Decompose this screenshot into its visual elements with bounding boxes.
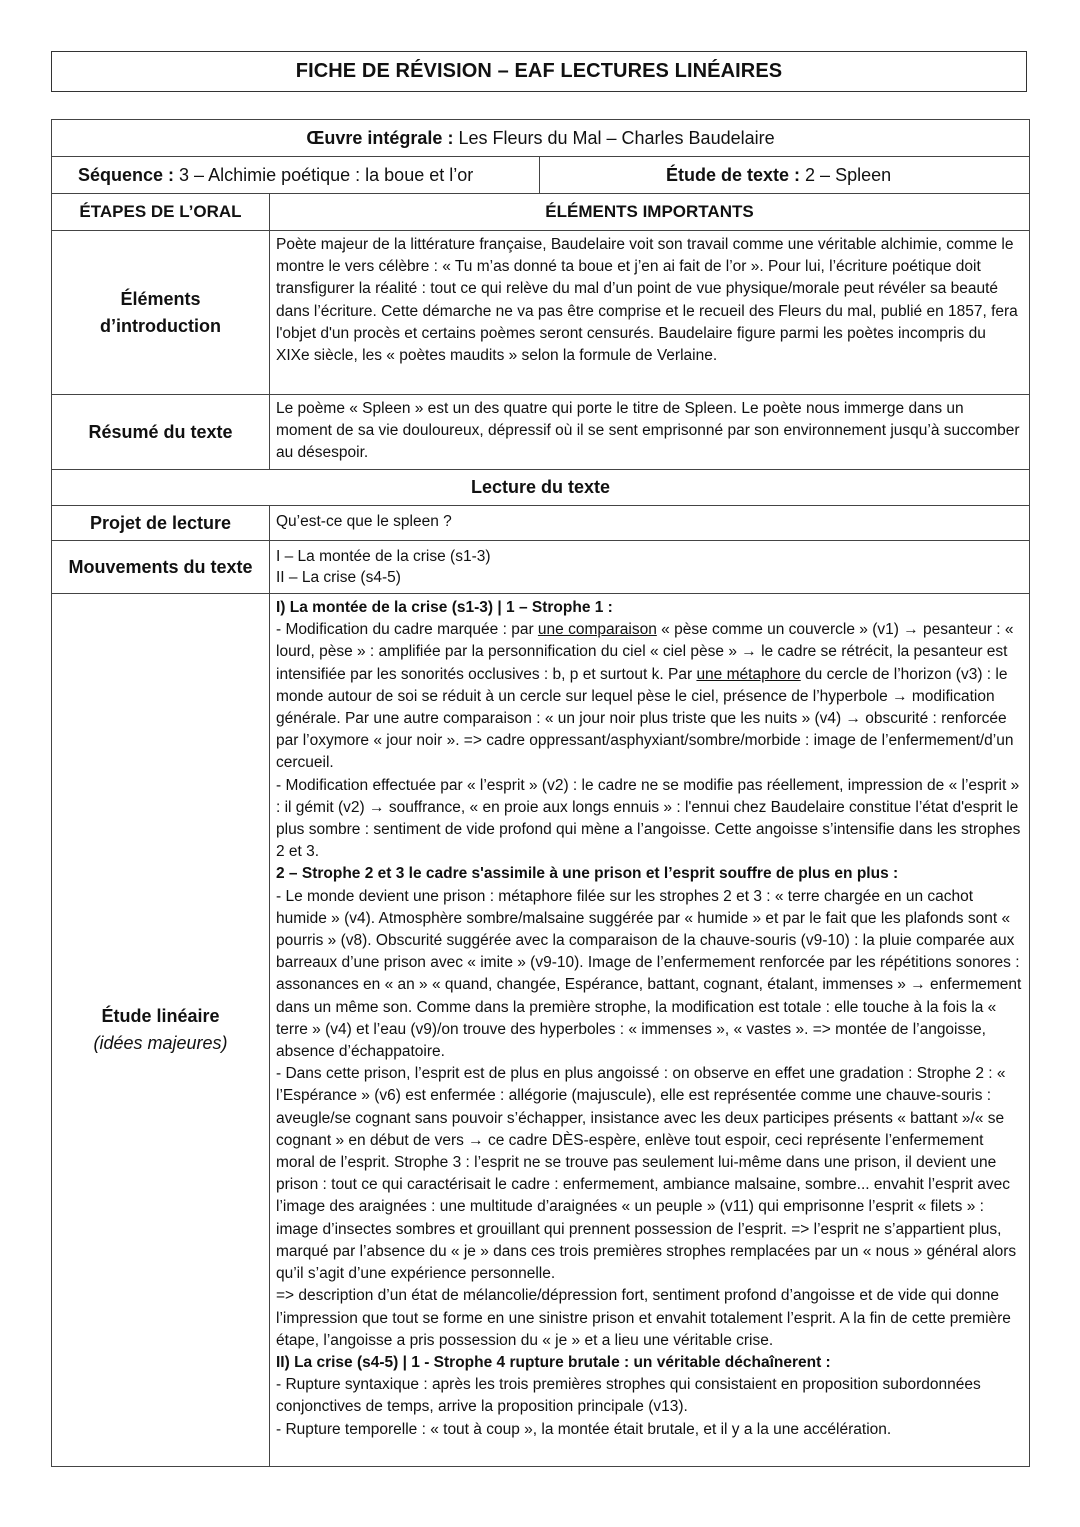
etude-paragraph-3: - Le monde devient une prison : métaphore filée sur les strophes 2 et 3 : « terre chargée en un cachot humide » (v4). Atmosphère sombre/malsaine suggérée par « humide » et par le fait que les plafonds sont « pourris » (v8). Obscurité suggérée avec la comparaison de la chauve-souris (v9-10) : la pluie comparée aux barreaux d’une prison avec « imite » (v9-10). Image de l’enfermement renforcée par les répétitions sonores : assonances en « an » « quand, changée, Espérance, battant, cognant, étalant, immenses » → enfermement dans un même son. Comme dans la première strophe, la modification est totale : elle touche à la fois la « terre » (v4) et l’eau (v9)/on trouve des hyperboles : « immenses », « vastes ». => montée de l’angoisse, absence d’échappatoire. bbox=[276, 887, 1022, 1061]
introduction-row bbox=[52, 231, 1030, 395]
etude-texte-cell bbox=[540, 157, 1030, 194]
etude-paragraph-1: - Modification du cadre marquée : par une comparaison « pèse comme un couvercle » (v1) → pesanteur : « lourd, pèse » : amplifiée par la personnification du ciel « ciel pèse » → le cadre se rétrécit, la pesanteur est intensifiée par les sonorités occlusives : b, p et surtout k. Par une métaphore du cercle de l’horizon (v3) : le monde autour de soi se réduit à un cercle sur lequel pèse le ciel, présence de l’hyperbole → modification générale. Par une autre comparaison : « un jour noir plus triste que les nuits » (v4) → obscurité : renforcée par l’oxymore « jour noir ». => cadre oppressant/asphyxiant/sombre/morbide : image de l’enfermement/d’un cercueil. bbox=[276, 621, 1014, 772]
mouvement-item: I – La montée de la crise (s1-3) bbox=[276, 547, 491, 565]
projet-row bbox=[52, 506, 1030, 541]
etude-heading-3: II) La crise (s4-5) | 1 - Strophe 4 rupture brutale : un véritable déchaînerent : bbox=[276, 1353, 831, 1371]
lecture-title: Lecture du texte bbox=[52, 470, 1030, 506]
etude-paragraph-5: => description d’un état de mélancolie/dépression fort, sentiment profond d’angoisse et de vide qui donne l’impression que tout se forme en une sinistre prison et envahit totalement l’esprit. A la fin de cette première étape, l’angoisse a pris possession du « je » et a lieu une véritable crise. bbox=[276, 1287, 1011, 1349]
etude-paragraph-2: - Modification effectuée par « l’esprit » (v2) : le cadre ne se modifie pas réellement, impression de « l’esprit » : il gémit (v2) → souffrance, « en proie aux longs ennuis » : l'ennui chez Baudelaire constitue l’état d'esprit le plus sombre : sentiment de vide profond qui mène a l’angoisse. Cette angoisse s’intensifie dans les strophes 2 et 3. bbox=[276, 776, 1021, 861]
header-right: ÉLÉMENTS IMPORTANTS bbox=[270, 194, 1030, 231]
etude-texte-label: Étude de texte : bbox=[666, 164, 801, 185]
etude-heading-2: 2 – Strophe 2 et 3 le cadre s'assimile à une prison et l’esprit souffre de plus en plus : bbox=[276, 865, 899, 883]
page-title: FICHE DE RÉVISION – EAF LECTURES LINÉAIRES bbox=[51, 51, 1027, 92]
sequence-label: Séquence : bbox=[78, 164, 175, 185]
etude-paragraph-6: - Rupture syntaxique : après les trois premières strophes qui consistaient en proposition subordonnées conjonctives de temps, arrive la proposition principale (v13). bbox=[276, 1376, 981, 1416]
resume-text: Le poème « Spleen » est un des quatre qui porte le titre de Spleen. Le poète nous immerge dans un moment de sa vie douloureux, dépressif où il se sent emprisonné par son environnement jusqu’à succomber au désespoir. bbox=[270, 395, 1030, 470]
mouvements-list bbox=[270, 541, 1030, 594]
etude-label-line1: Étude linéaire bbox=[101, 1006, 220, 1026]
mouvements-label: Mouvements du texte bbox=[52, 541, 270, 594]
oeuvre-row bbox=[52, 120, 1030, 157]
sequence-value: 3 – Alchimie poétique : la boue et l’or bbox=[179, 164, 474, 185]
mouvement-item: II – La crise (s4-5) bbox=[276, 568, 401, 586]
sequence-cell bbox=[52, 157, 540, 194]
etude-label-italic: (idées majeures) bbox=[93, 1033, 228, 1053]
etude-paragraph-7: - Rupture temporelle : « tout à coup », la montée était brutale, et il y a la une accélération. bbox=[276, 1420, 892, 1438]
sequence-row bbox=[52, 157, 1030, 194]
projet-label: Projet de lecture bbox=[52, 506, 270, 541]
revision-table bbox=[51, 119, 1030, 1467]
oeuvre-value: Les Fleurs du Mal – Charles Baudelaire bbox=[458, 127, 775, 148]
introduction-label bbox=[52, 231, 270, 395]
mouvements-row bbox=[52, 541, 1030, 594]
etude-texte-value: 2 – Spleen bbox=[805, 164, 892, 185]
header-row bbox=[52, 194, 1030, 231]
etude-heading-1: I) La montée de la crise (s1-3) | 1 – Strophe 1 : bbox=[276, 599, 613, 616]
etude-paragraph-4: - Dans cette prison, l’esprit est de plus en plus angoissé : on observe en effet une gradation : Strophe 2 : « l’Espérance » (v6) est enfermée : allégorie (majuscule), elle est représentée comme une chauve-souris : aveugle/se cognant sans pouvoir s’échapper, insistance avec les deux participes présents « battant »/« se cognant » en début de vers → ce cadre DÈS-espère, enlève tout espoir, ceci représente l’enfermement moral de l’esprit. Strophe 3 : l’esprit ne se trouve pas seulement lui-même dans une prison, il devient une prison : tout ce qui caractérisait le cadre : enfermement, ambiance malsaine, sombre... envahit l’esprit avec l’image des araignées : une multitude d’araignées « un peuple » (v11) qui emprisonne l’esprit « filets » : image d’insectes sombres et grouillant qui prennent possession de l’esprit. => l’esprit ne s’appartient plus, marqué par l’absence du « je » dans ces trois premières strophes remplacées par un « nous » général alors qu’il s’agit d’une expérience personnelle. bbox=[276, 1065, 1017, 1283]
introduction-label-line1: Éléments bbox=[120, 288, 201, 309]
projet-text: Qu’est-ce que le spleen ? bbox=[270, 506, 1030, 541]
introduction-label-line2: d’introduction bbox=[100, 315, 221, 336]
etude-label bbox=[52, 594, 270, 1467]
resume-label: Résumé du texte bbox=[52, 395, 270, 470]
resume-row bbox=[52, 395, 1030, 470]
etude-text bbox=[270, 594, 1030, 1467]
etude-row bbox=[52, 594, 1030, 1467]
oeuvre-cell bbox=[52, 120, 1030, 157]
etude-label-line2 bbox=[52, 1030, 269, 1057]
lecture-title-row bbox=[52, 470, 1030, 506]
oeuvre-label: Œuvre intégrale : bbox=[306, 127, 454, 148]
header-left: ÉTAPES DE L’ORAL bbox=[52, 194, 270, 231]
introduction-text: Poète majeur de la littérature française, Baudelaire voit son travail comme une véritable alchimie, comme le montre le vers célèbre : « Tu m’as donné ta boue et j’en ai fait de l’or ». Pour lui, l’écriture poétique doit transfigurer la réalité : tout ce qui relève du mal d’un point de vue physique/morale peut révéler sa beauté dans l’écriture. Cette démarche ne va pas être comprise et le recueil des Fleurs du mal, publié en 1857, fera l'objet d'un procès et certains poèmes seront censurés. Baudelaire figure parmi les poètes incompris du XIXe siècle, les « poètes maudits » selon la formule de Verlaine. bbox=[270, 231, 1030, 395]
